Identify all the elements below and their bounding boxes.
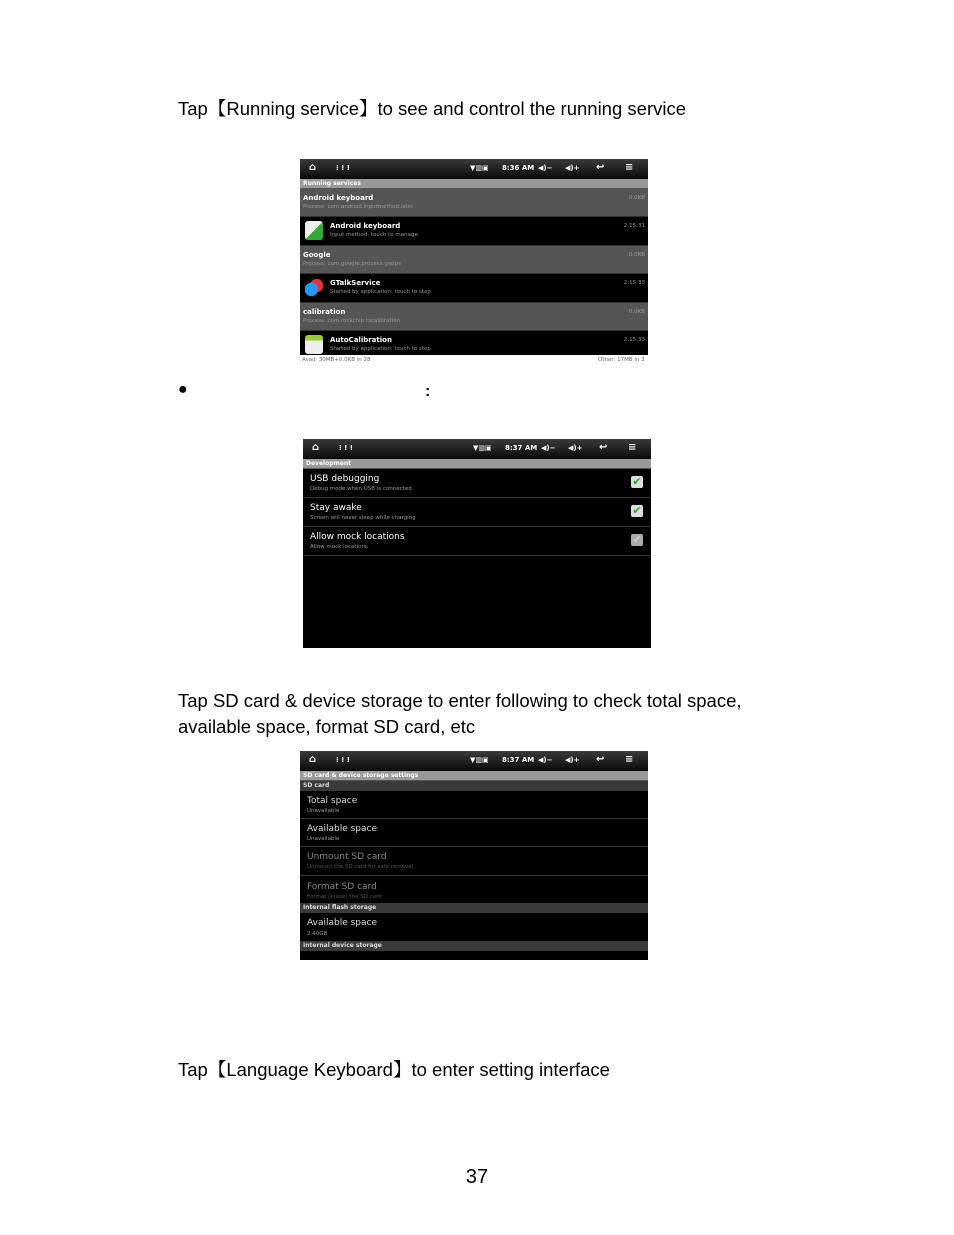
service-row[interactable]	[300, 217, 648, 246]
process-sub: Process: com.android.inputmethod.latin	[303, 204, 413, 210]
menu-icon: ≡	[625, 162, 634, 173]
instruction-language-keyboard: Tap【Language Keyboard】to enter setting interface	[178, 1059, 610, 1080]
process-row[interactable]	[300, 246, 648, 274]
back-icon: ↩	[599, 442, 608, 453]
service-time: 2:15:31	[623, 223, 645, 229]
menu-icon: ≡	[625, 754, 634, 765]
flash-storage-header: Internal flash storage	[300, 903, 648, 913]
volume-down-icon: ◀)−	[538, 164, 553, 172]
volume-up-icon: ◀)+	[568, 444, 583, 452]
setting-sub: Format (erase) the SD card	[307, 894, 382, 900]
setting-sub: Allow mock locations	[310, 544, 368, 550]
service-time: 2:15:33	[623, 280, 645, 286]
service-sub: Input method: touch to manage	[330, 232, 418, 238]
setting-title: Allow mock locations	[310, 532, 405, 542]
setting-title: Total space	[307, 796, 358, 806]
storage-settings-screenshot	[300, 751, 648, 960]
instruction-sd-card-line1: Tap SD card & device storage to enter following to check total space,	[178, 690, 742, 711]
status-bar	[300, 159, 648, 179]
instruction-running-service: Tap【Running service】to see and control the running service	[178, 98, 687, 119]
page-header: SD card & device storage settings	[300, 771, 648, 781]
gtalk-app-icon	[305, 278, 323, 297]
setting-title: USB debugging	[310, 474, 380, 484]
volume-up-icon: ◀)+	[565, 756, 580, 764]
service-title: GTalkService	[330, 279, 381, 287]
process-size: 0.0KB	[628, 252, 645, 258]
bullet: ●	[178, 381, 188, 398]
service-sub: Started by application: touch to stop	[330, 346, 431, 352]
stay-awake-checkbox[interactable]: ✔	[632, 504, 642, 517]
service-time: 2:15:33	[623, 337, 645, 343]
menu-icon: ≡	[628, 442, 637, 453]
service-title: AutoCalibration	[330, 336, 392, 344]
volume-down-icon: ◀)−	[541, 444, 556, 452]
notification-icons: ⁞ ! !	[336, 164, 350, 172]
colon: :	[425, 383, 431, 400]
device-storage-header: Internal device storage	[300, 941, 648, 951]
signal-icons: ▼▥▣	[470, 756, 489, 764]
process-title: calibration	[303, 308, 346, 316]
process-sub: Process: com.google.process.gapps	[303, 261, 401, 267]
sd-available-space-row	[300, 819, 648, 847]
service-row[interactable]	[300, 331, 648, 355]
process-row[interactable]	[300, 303, 648, 331]
flash-available-space-row	[300, 913, 648, 941]
volume-up-icon: ◀)+	[565, 164, 580, 172]
volume-down-icon: ◀)−	[538, 756, 553, 764]
clock: 8:37 AM	[505, 444, 538, 452]
setting-sub: Unavailable	[307, 836, 340, 842]
setting-sub: Unmount the SD card for safe removal	[307, 864, 414, 870]
memory-other: Other: 17MB in 3	[598, 357, 645, 363]
memory-avail: Avail: 30MB+0.0KB in 28	[302, 357, 371, 363]
clock: 8:37 AM	[502, 756, 535, 764]
setting-sub: Screen will never sleep while charging	[310, 515, 416, 521]
setting-sub: 2.40GB	[307, 931, 328, 937]
process-title: Google	[303, 251, 331, 259]
home-icon: ⌂	[312, 442, 320, 453]
setting-title: Unmount SD card	[307, 852, 387, 862]
status-bar	[300, 751, 648, 771]
process-size: 0.0KB	[628, 309, 645, 315]
service-title: Android keyboard	[330, 222, 401, 230]
setting-sub: Unavailable	[307, 808, 340, 814]
back-icon: ↩	[596, 754, 605, 765]
mock-locations-row[interactable]	[303, 527, 651, 556]
setting-title: Available space	[307, 918, 378, 928]
home-icon: ⌂	[309, 754, 317, 765]
section-header: Running services	[300, 179, 648, 189]
status-bar	[303, 439, 651, 459]
setting-title: Format SD card	[307, 882, 377, 892]
back-icon: ↩	[596, 162, 605, 173]
instruction-sd-card-line2: available space, format SD card, etc	[178, 716, 476, 737]
calibration-app-icon	[305, 335, 323, 354]
notification-icons: ⁞ ! !	[339, 444, 353, 452]
sd-card-header: SD card	[300, 781, 648, 791]
running-services-screenshot	[300, 159, 648, 355]
format-sd-row[interactable]	[300, 876, 648, 903]
unmount-sd-row[interactable]	[300, 847, 648, 876]
keyboard-app-icon	[305, 221, 323, 240]
signal-icons: ▼▥▣	[470, 164, 489, 172]
page-number: 37	[465, 1166, 489, 1188]
service-row[interactable]	[300, 274, 648, 303]
service-sub: Started by application: touch to stop	[330, 289, 431, 295]
section-header: Development	[303, 459, 651, 469]
setting-title: Stay awake	[310, 503, 362, 513]
usb-debugging-checkbox[interactable]: ✔	[632, 475, 642, 488]
mock-locations-checkbox[interactable]: ✔	[632, 533, 642, 546]
usb-debugging-row[interactable]	[303, 469, 651, 498]
process-size: 0.0KB	[628, 195, 645, 201]
stay-awake-row[interactable]	[303, 498, 651, 527]
development-screenshot	[303, 439, 651, 648]
setting-sub: Debug mode when USB is connected	[310, 486, 412, 492]
home-icon: ⌂	[309, 162, 317, 173]
total-space-row	[300, 791, 648, 819]
process-title: Android keyboard	[303, 194, 374, 202]
setting-title: Available space	[307, 824, 378, 834]
clock: 8:36 AM	[502, 164, 535, 172]
process-sub: Process: com.rockchip.tscalibration	[303, 318, 401, 324]
process-row[interactable]	[300, 189, 648, 217]
signal-icons: ▼▥▣	[473, 444, 492, 452]
notification-icons: ⁞ ! !	[336, 756, 350, 764]
